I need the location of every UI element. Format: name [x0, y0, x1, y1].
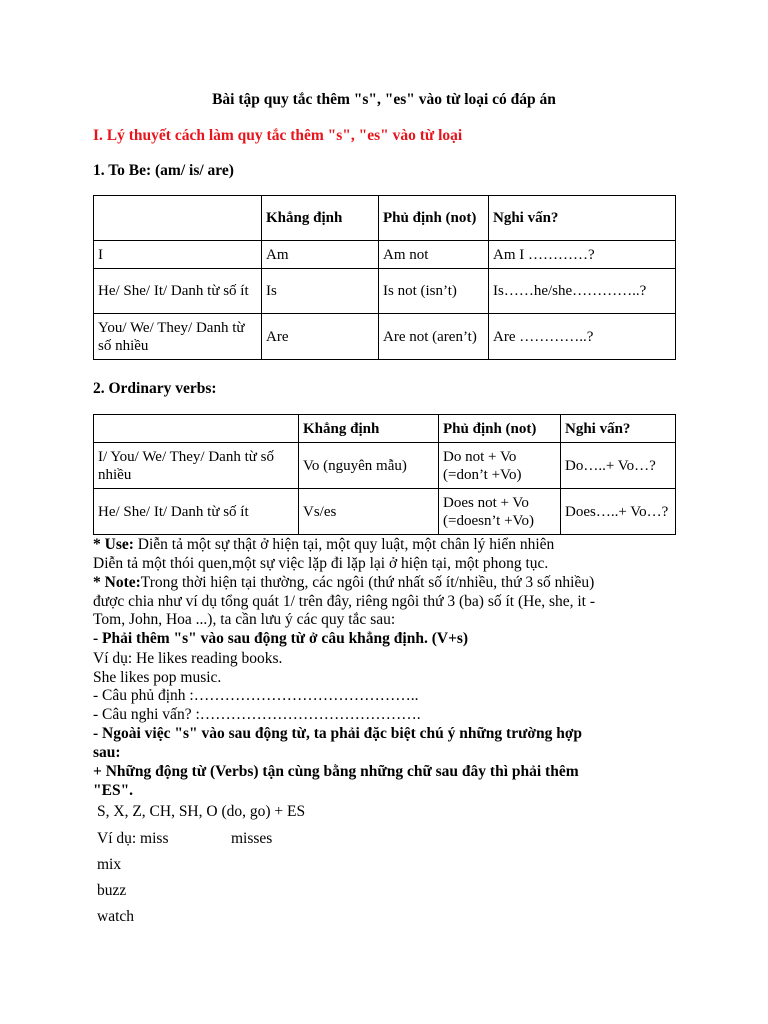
- table-cell: Do…..+ Vo…?: [561, 443, 676, 489]
- table-header-cell: Khẳng định: [262, 196, 379, 241]
- example-label: Ví dụ: miss: [97, 830, 169, 847]
- ordinary-verbs-heading: 2. Ordinary verbs:: [93, 380, 217, 397]
- table-cell: He/ She/ It/ Danh từ số ít: [94, 489, 299, 535]
- note-paragraph-line1: [93, 573, 594, 592]
- table-cell: I/ You/ We/ They/ Danh từ số nhiều: [94, 443, 299, 489]
- table-cell: He/ She/ It/ Danh từ số ít: [94, 269, 262, 314]
- word-item: mix: [97, 856, 122, 873]
- table-cell: [94, 415, 299, 443]
- use-paragraph-line2: Diễn tả một thói quen,một sự việc lặp đi lặp lại ở hiện tại, một phong tục.: [93, 555, 549, 572]
- example-line: Ví dụ: He likes reading books.: [93, 650, 283, 667]
- table-row: [94, 489, 676, 535]
- table-cell: [94, 196, 262, 241]
- es-rule-line1: + Những động từ (Verbs) tận cùng bằng những chữ sau đây thì phải thêm: [93, 763, 579, 780]
- note-paragraph-line2: được chia như ví dụ tổng quát 1/ trên đây, riêng ngôi thứ 3 (ba) số ít (He, she, it -: [93, 593, 596, 610]
- table-cell: Vo (nguyên mẫu): [299, 443, 439, 489]
- tobe-heading: 1. To Be: (am/ is/ are): [93, 162, 234, 179]
- table-header-cell: Phủ định (not): [439, 415, 561, 443]
- table-header-cell: Phủ định (not): [379, 196, 489, 241]
- table-header-cell: Nghi vấn?: [489, 196, 676, 241]
- word-item: watch: [97, 908, 135, 925]
- table-header-row: [94, 196, 676, 241]
- negative-sentence-line: - Câu phủ định :……………………………………..: [93, 687, 419, 704]
- tobe-table: [93, 195, 676, 360]
- table-cell: Are …………..?: [489, 314, 676, 360]
- page-title: Bài tập quy tắc thêm "s", "es" vào từ loại có đáp án: [212, 91, 556, 108]
- question-sentence-line: - Câu nghi vấn? :…………………………………….: [93, 706, 421, 723]
- table-cell: Does…..+ Vo…?: [561, 489, 676, 535]
- table-cell: Is: [262, 269, 379, 314]
- table-header-row: [94, 415, 676, 443]
- table-header-cell: Khẳng định: [299, 415, 439, 443]
- rule-add-s-text: - Phải thêm "s" vào sau động từ ở câu: [93, 630, 349, 647]
- note-label: * Note:: [93, 574, 141, 591]
- table-cell: You/ We/ They/ Danh từ số nhiều: [94, 314, 262, 360]
- section-heading: I. Lý thuyết cách làm quy tắc thêm "s", "es" vào từ loại: [93, 127, 463, 144]
- ordinary-verbs-table: [93, 414, 676, 535]
- endings-line: S, X, Z, CH, SH, O (do, go) + ES: [97, 803, 306, 820]
- use-paragraph-line1: [93, 535, 554, 554]
- table-cell: I: [94, 241, 262, 269]
- es-rule-line2: "ES".: [93, 782, 134, 799]
- table-cell: Are: [262, 314, 379, 360]
- table-cell: Does not + Vo (=doesn’t +Vo): [439, 489, 561, 535]
- rule-add-s-emph: khẳng định. (V+s): [348, 630, 469, 647]
- table-cell: Vs/es: [299, 489, 439, 535]
- table-cell: Is not (isn’t): [379, 269, 489, 314]
- table-cell: Is……he/she…………..?: [489, 269, 676, 314]
- rule-add-s: [93, 629, 468, 648]
- table-cell: Am I …………?: [489, 241, 676, 269]
- example-line: She likes pop music.: [93, 669, 222, 686]
- special-cases-line2: sau:: [93, 744, 121, 761]
- word-item: buzz: [97, 882, 127, 899]
- special-cases-line1: - Ngoài việc "s" vào sau động từ, ta phải đặc biệt chú ý những trường hợp: [93, 725, 583, 742]
- table-cell: Am not: [379, 241, 489, 269]
- use-text: Diễn tả một sự thật ở hiện tại, một quy luật, một chân lý hiển nhiên: [133, 536, 555, 553]
- table-row: [94, 443, 676, 489]
- table-row: [94, 241, 676, 269]
- table-header-cell: Nghi vấn?: [561, 415, 676, 443]
- use-label: * Use:: [93, 536, 134, 553]
- table-cell: Do not + Vo (=don’t +Vo): [439, 443, 561, 489]
- example-result: misses: [231, 830, 273, 847]
- table-row: [94, 269, 676, 314]
- note-paragraph-line3: Tom, John, Hoa ...), ta cần lưu ý các quy tắc sau:: [93, 611, 396, 628]
- note-text: Trong thời hiện tại thường, các ngôi (thứ nhất số ít/nhiều, thứ 3 số nhiều): [140, 574, 595, 591]
- table-row: [94, 314, 676, 360]
- table-cell: Am: [262, 241, 379, 269]
- table-cell: Are not (aren’t): [379, 314, 489, 360]
